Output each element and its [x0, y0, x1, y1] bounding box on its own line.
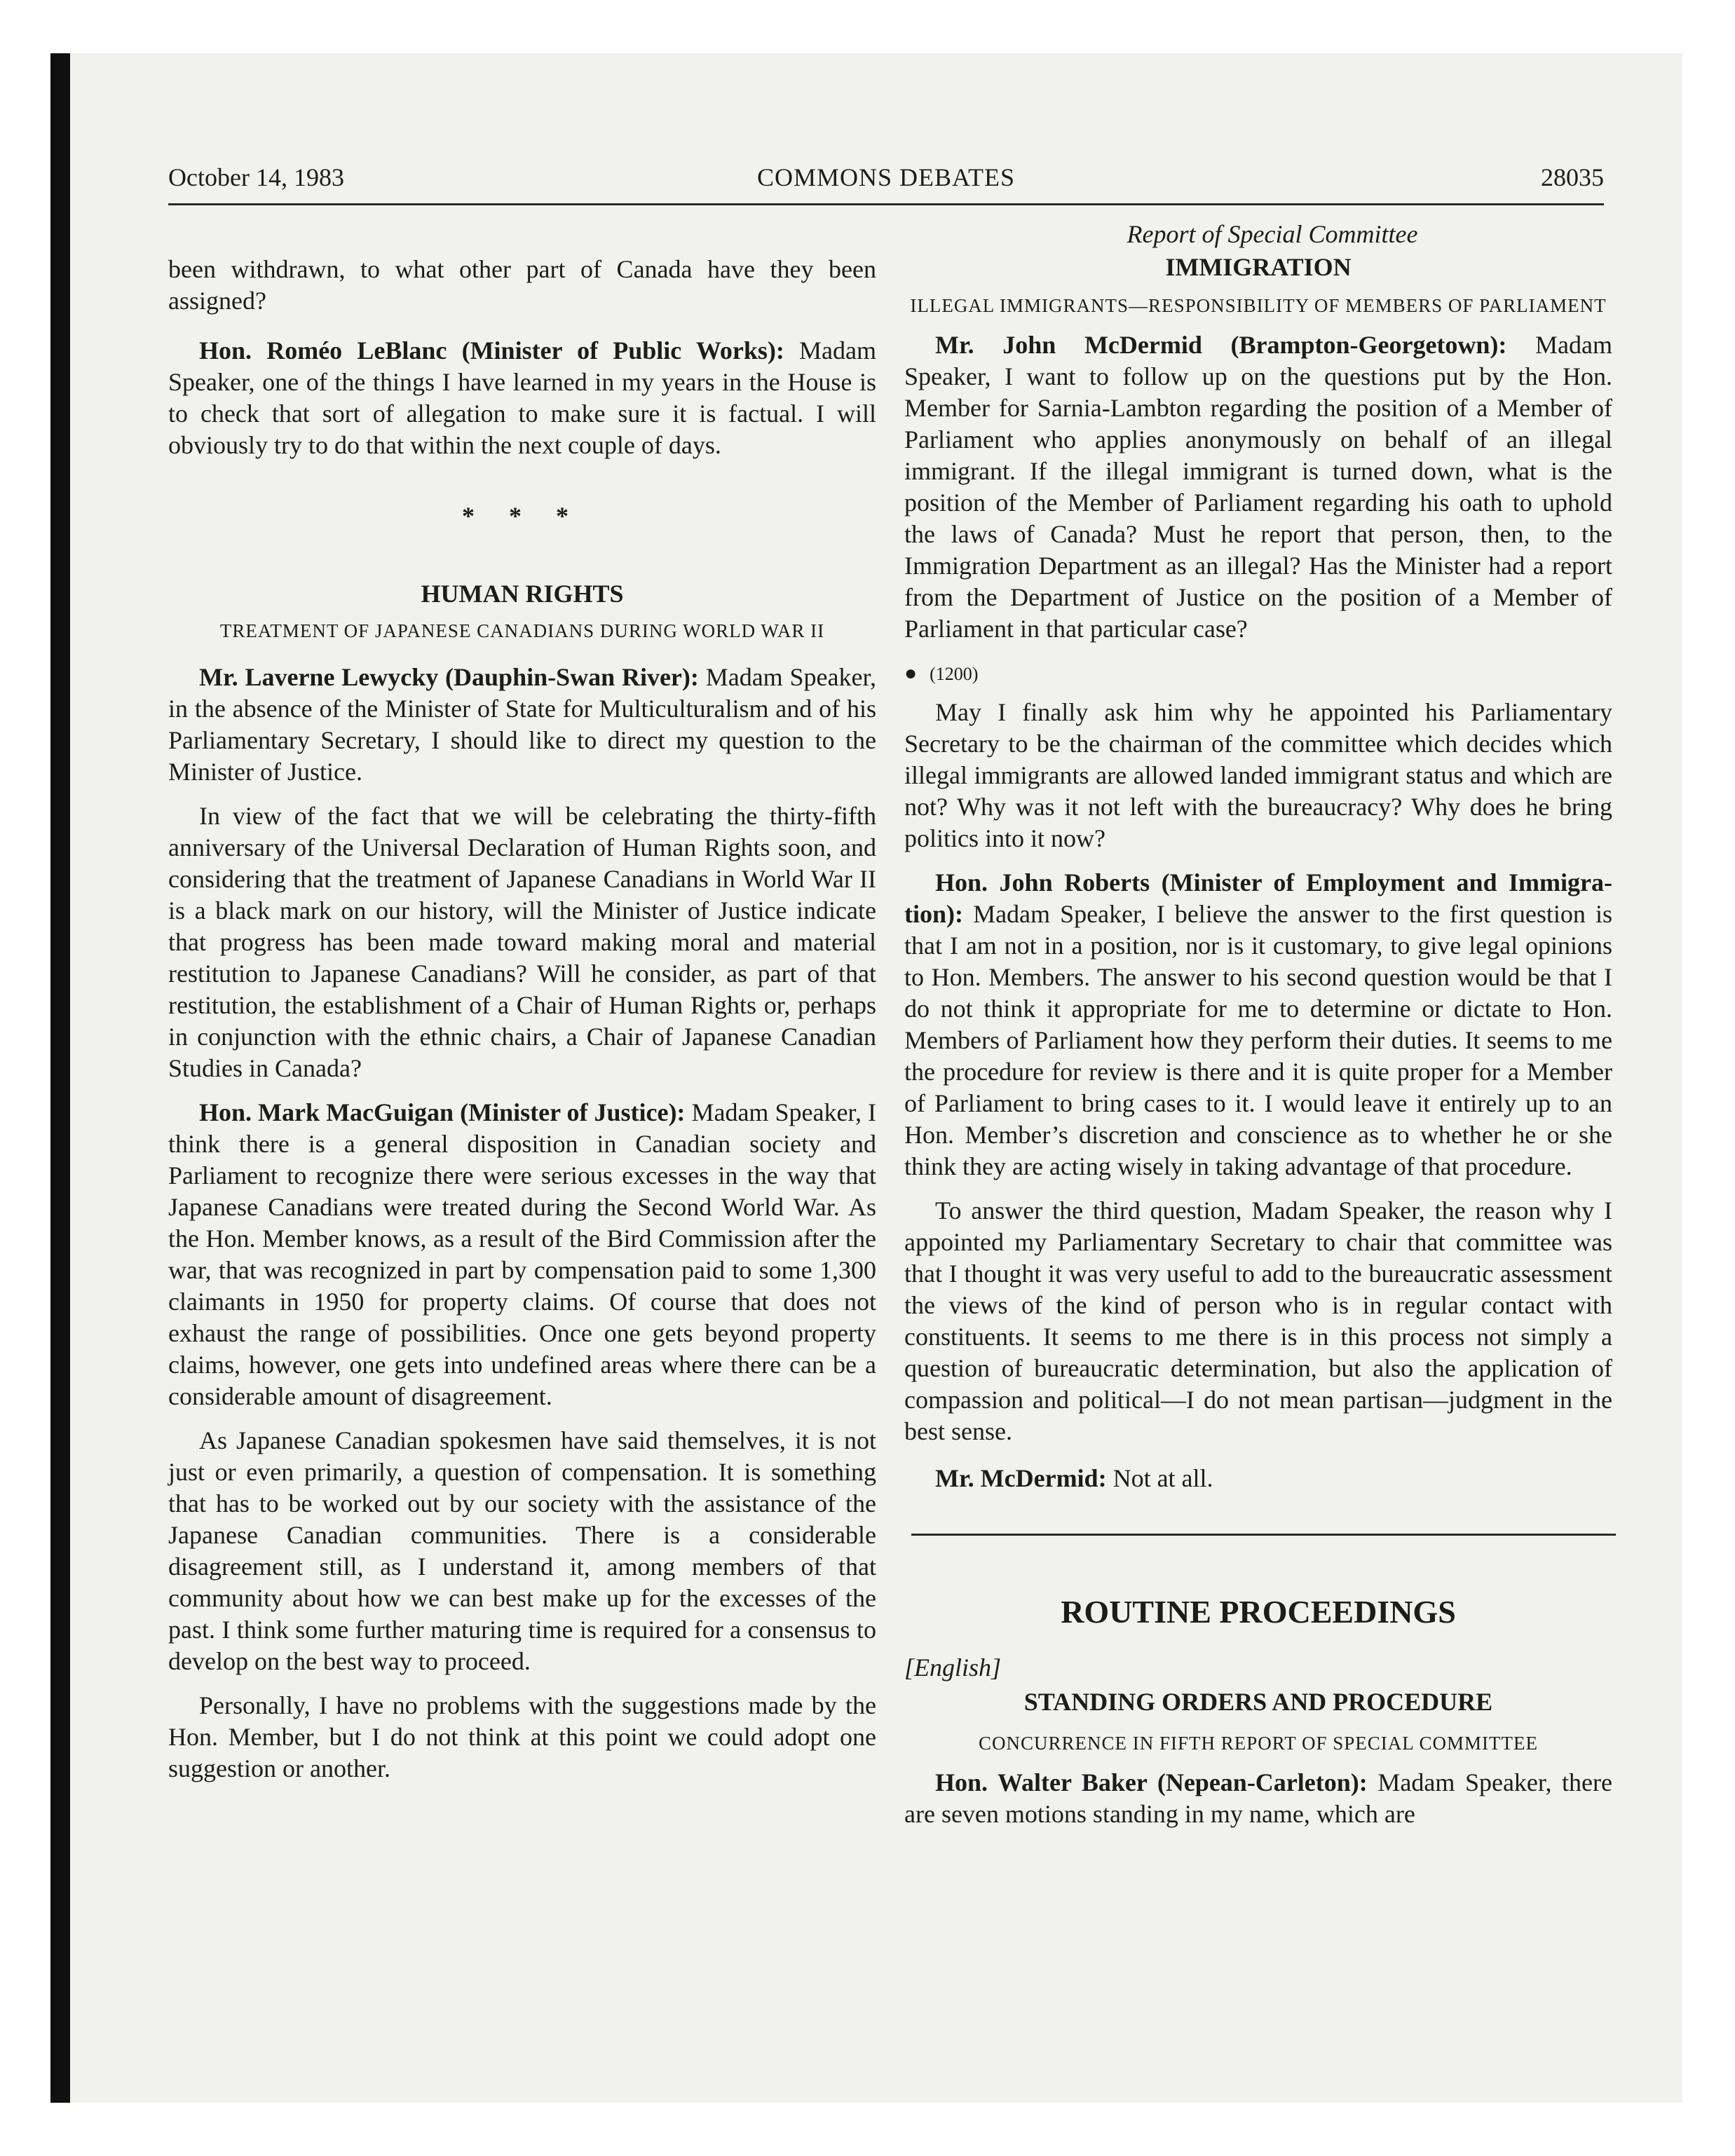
bullet-icon: ● — [904, 662, 918, 685]
speaker-baker: Hon. Walter Baker (Nepean-Carleton): — [935, 1768, 1368, 1796]
section-separator: * * * — [462, 502, 583, 530]
speaker-mcdermid: Mr. John McDermid (Brampton-Georgetown): — [935, 331, 1507, 359]
section-divider — [911, 1534, 1616, 1536]
human-rights-heading: HUMAN RIGHTS — [421, 580, 624, 608]
scan-edge — [50, 53, 70, 2103]
baker-text: Madam Speaker, there are seven motions standing in my name, which are — [904, 1768, 1613, 1828]
roberts-paragraph-2: To answer the third question, Madam Speaker, the reason why I appointed my Parliamentary Secretary to chair that committee was that I thought it was very useful to add to the bureaucratic assessment the views of the kind of person who is in regular contact with constituents. It seems to me there is in this process not simply a question of bureaucratic determination, but also the application of compassion and political—I do not mean partisan—judgment in the best sense. — [904, 1196, 1612, 1445]
macguigan-text: Madam Speaker, I think there is a general disposition in Canadian society and Parliament to recognize there were serious excesses in the way that Japanese Canadians were treated during the Second World War. As the Hon. Member knows, as a result of the Bird Commission after the war, that was recognized in part by compensation paid to some 1,300 claimants in 1950 for property claims. Of course that does not exhaust the range of possibilities. Once one gets beyond property claims, however, one gets into undefined areas where there can be a considerable amount of disagreement. — [168, 1098, 876, 1410]
macguigan-paragraph — [168, 1097, 876, 1412]
header-page-number: 28035 — [1541, 163, 1604, 191]
mcdermid-text: Madam Speaker, I want to follow up on the questions put by the Hon. Member for Sarnia-Lambton regarding the position of a Member of Parliament who applies anonymously on behalf of an illegal immigrant. If the illegal immigrant is turned down, what is the position of the Member of Parliament regarding his oath to uphold the laws of Canada? Must he report that person, then, to the Immigration Department as an illegal? Has the Minister had a report from the Department of Justice on the position of a Member of Parliament in that particular case? — [904, 331, 1612, 643]
lewycky-question: In view of the fact that we will be celebrating the thirty-fifth anniversary of the Universal Declaration of Human Rights soon, and considering that the treatment of Japanese Canadians in World War II is a black mark on our history, will the Minister of Justice indicate that progress has been made toward making moral and material restitution to Japanese Canadians? Will he consider, as part of that restitution, the establishment of a Chair of Human Rights or, perhaps in conjunction with the ethnic chairs, a Chair of Japanese Canadian Studies in Canada? — [168, 802, 876, 1082]
standing-orders-heading: STANDING ORDERS AND PROCEDURE — [1023, 1688, 1493, 1716]
routine-proceedings-heading: ROUTINE PROCEEDINGS — [1061, 1594, 1456, 1630]
report-heading: Report of Special Committee — [1127, 220, 1418, 248]
speaker-mcdermid-reply: Mr. McDermid: — [935, 1464, 1107, 1492]
immigration-subheading: ILLEGAL IMMIGRANTS—RESPONSIBILITY OF MEMBERS OF PARLIAMENT — [910, 295, 1607, 316]
page-header — [168, 158, 1604, 205]
speaker-lewycky: Mr. Laverne Lewycky (Dauphin-Swan River): — [199, 663, 699, 691]
header-date: October 14, 1983 — [168, 163, 344, 191]
leblanc-paragraph — [168, 335, 876, 461]
lewycky-text: Madam Speaker, in the absence of the Minister of State for Multiculturalism and of his Parliamentary Secretary, I should like to direct my question to the Minister of Justice. — [168, 663, 876, 786]
speaker-leblanc: Hon. Roméo LeBlanc (Minister of Public Works): — [199, 336, 784, 364]
macguigan-paragraph-2: As Japanese Canadian spokesmen have said themselves, it is not just or even primarily, a question of compensation. It is something that has to be worked out by our society with the assistance of the Japanese Canadian communities. There is a considerable disagreement still, as I understand it, among members of that community about how we can best make up for the excesses of the past. I think some further maturing time is required for a consensus to develop on the best way to proceed. — [168, 1426, 876, 1675]
mcdermid-paragraph-2: May I finally ask him why he appointed his Parliamentary Secretary to be the chairman of the committee which decides which illegal immigrants are allowed landed immigrant status and which are not? Why was it not left with the bureaucracy? Why does he bring politics into it now? — [904, 698, 1612, 852]
baker-paragraph — [904, 1767, 1612, 1830]
mcdermid-reply-text: Not at all. — [1113, 1464, 1213, 1492]
speaker-roberts: Hon. John Roberts (Minister of Employment and Immigration): — [904, 868, 1612, 928]
left-column — [168, 219, 876, 1797]
time-marker-text: (1200) — [930, 664, 979, 684]
header-title: COMMONS DEBATES — [756, 163, 1016, 191]
immigration-heading: IMMIGRATION — [1165, 253, 1352, 281]
mcdermid-paragraph — [904, 329, 1612, 645]
roberts-text: Madam Speaker, I believe the answer to the first question is that I am not in a position, nor is it customary, to give legal opinions to Hon. Members. The answer to his second question would be that I do not think it appropriate for me to determine or dictate to Hon. Members of Parliament how they perform their duties. It seems to me the procedure for review is there and it is quite proper for a Member of Parliament to bring cases to it. I would leave it entirely up to an Hon. Member’s discretion and conscience as to whether he or she think they are acting wisely in taking advantage of that procedure. — [904, 900, 1612, 1180]
right-column — [904, 219, 1612, 1843]
standing-orders-subheading: CONCURRENCE IN FIFTH REPORT OF SPECIAL COMMITTEE — [979, 1733, 1538, 1754]
language-note: [English] — [904, 1653, 1002, 1681]
macguigan-paragraph-3: Personally, I have no problems with the suggestions made by the Hon. Member, but I do not think at this point we could adopt one suggestion or another. — [168, 1691, 876, 1782]
opening-paragraph: been withdrawn, to what other part of Canada have they been assigned? — [168, 255, 876, 315]
mcdermid-reply — [904, 1463, 1612, 1494]
leblanc-text: Madam Speaker, one of the things I have learned in my years in the House is to check that sort of allegation to make sure it is factual. I will obviously try to do that within the next couple of days. — [168, 336, 876, 459]
lewycky-paragraph — [168, 662, 876, 788]
time-marker — [904, 657, 1612, 690]
human-rights-subheading: TREATMENT OF JAPANESE CANADIANS DURING WORLD WAR II — [219, 620, 825, 641]
speaker-macguigan: Hon. Mark MacGuigan (Minister of Justice): — [199, 1098, 686, 1126]
roberts-paragraph — [904, 867, 1612, 1182]
